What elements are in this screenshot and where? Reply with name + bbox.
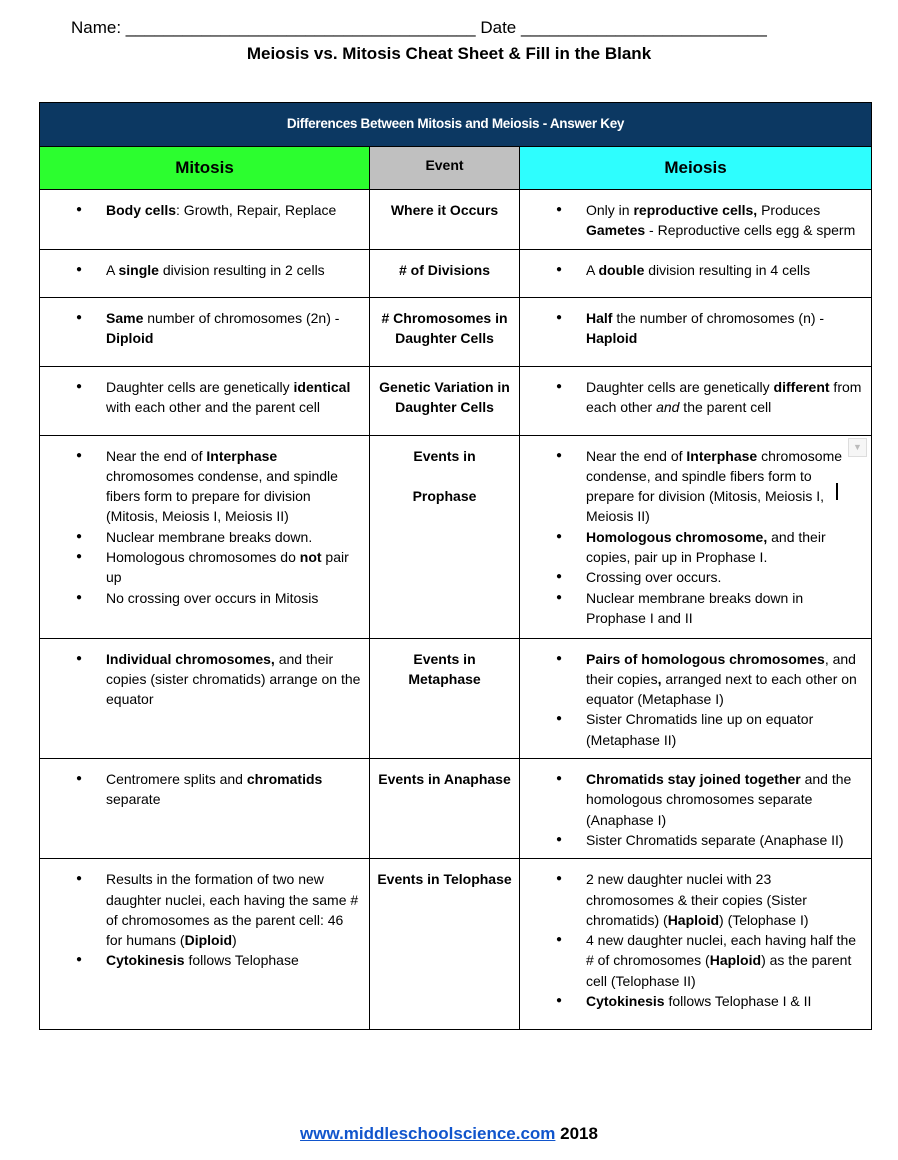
dropdown-arrow-icon[interactable]: ▼ <box>848 438 867 457</box>
text-segment: Near the end of <box>586 447 687 464</box>
text-segment: different <box>773 378 830 395</box>
text-segment: ) as the parent cell (Telophase II) <box>586 952 852 989</box>
text-segment: ) <box>232 932 237 949</box>
text-segment: number of chromosomes (2n) - <box>143 309 340 326</box>
meiosis-cell <box>520 190 872 250</box>
website-link[interactable]: www.middleschoolscience.com <box>300 1124 556 1143</box>
page-title: Meiosis vs. Mitosis Cheat Sheet & Fill in the Blank <box>246 44 652 63</box>
bullet-item <box>40 527 361 547</box>
text-segment: Chromatids stay joined together <box>586 771 801 788</box>
event-cell: Where it Occurs <box>370 190 520 250</box>
text-segment: Results in the formation of two new daughter nuclei, each having the same # of chromosomes as the parent cell: 46 for humans ( <box>106 871 359 949</box>
bullet-item <box>520 769 863 830</box>
text-segment: Daughter cells are genetically <box>586 378 774 395</box>
text-segment: with each other and the parent cell <box>106 398 321 415</box>
text-segment: 2 new daughter nuclei with 23 chromosomes & their copies (Sister chromatids) ( <box>586 871 807 928</box>
text-segment: reproductive cells, <box>633 202 758 218</box>
bullet-item <box>520 260 863 280</box>
text-segment: Homologous chromosomes do <box>106 549 300 566</box>
meiosis-cell <box>520 759 872 859</box>
text-segment: Cytokinesis <box>106 952 185 969</box>
text-segment: A <box>586 261 599 278</box>
mitosis-cell <box>40 759 370 859</box>
text-segment: not <box>299 549 322 566</box>
bullet-item <box>520 527 863 568</box>
table-row <box>40 366 872 435</box>
text-segment: and their copies (sister chromatids) arrange on the equator <box>106 650 361 708</box>
bullet-item <box>40 869 361 950</box>
text-segment: Homologous chromosome, <box>586 528 768 545</box>
text-segment: Same <box>106 309 144 326</box>
text-segment: Body cells <box>106 202 177 218</box>
bullet-item <box>520 446 863 527</box>
text-segment: , <box>657 670 662 687</box>
column-header-mitosis: Mitosis <box>40 147 370 190</box>
text-segment: chromatids <box>246 771 323 788</box>
text-segment: Pairs of homologous chromosomes <box>586 650 825 667</box>
event-cell: Events in Prophase <box>370 435 520 638</box>
bullet-item <box>520 991 863 1011</box>
text-segment: single <box>118 261 159 278</box>
event-cell: # Chromosomes in Daughter Cells <box>370 297 520 366</box>
footer-year: 2018 <box>555 1124 598 1143</box>
footer <box>0 1124 898 1144</box>
bullet-item <box>40 769 361 810</box>
text-segment: pair up <box>106 549 349 586</box>
text-segment: A <box>106 261 119 278</box>
bullet-item <box>40 950 361 970</box>
text-segment: chromosomes condense, and spindle fibers form to prepare for division (Mitosis, Meiosis I, Meiosis II) <box>106 467 338 525</box>
bullet-item <box>40 588 361 608</box>
text-segment: and <box>656 398 680 415</box>
bullet-item <box>40 200 361 220</box>
text-segment: Haploid <box>709 952 762 969</box>
meiosis-cell <box>520 366 872 435</box>
text-segment: and the homologous chromosomes separate (Anaphase I) <box>586 771 852 828</box>
bullet-item <box>520 200 863 241</box>
text-segment: Interphase <box>206 447 278 464</box>
text-segment: follows Telophase I & II <box>664 993 812 1010</box>
table-row <box>40 297 872 366</box>
event-cell: Events in Anaphase <box>370 759 520 859</box>
bullet-item <box>40 308 361 349</box>
text-segment: , and their copies <box>586 650 856 687</box>
bullet-item <box>520 588 863 629</box>
bullet-item <box>520 709 863 750</box>
bullet-item <box>520 830 863 850</box>
text-segment: Nuclear membrane breaks down. <box>106 528 313 545</box>
table-row <box>40 249 872 297</box>
bullet-item <box>40 446 361 527</box>
mitosis-cell <box>40 297 370 366</box>
text-segment: ) (Telophase I) <box>719 911 809 928</box>
mitosis-cell <box>40 859 370 1030</box>
text-segment: Centromere splits and <box>106 771 247 788</box>
text-segment: Haploid <box>586 329 638 346</box>
text-segment: division resulting in 2 cells <box>158 261 325 278</box>
column-header-event: Event <box>370 147 520 190</box>
bullet-item <box>520 567 863 587</box>
bullet-item <box>520 930 863 991</box>
bullet-item <box>40 260 361 280</box>
date-label: Date <box>475 18 521 37</box>
bullet-item <box>520 308 863 349</box>
bullet-item <box>40 377 361 418</box>
name-date-line <box>71 18 767 38</box>
table-title: Differences Between Mitosis and Meiosis - Answer Key <box>40 103 872 147</box>
event-cell: Events in Metaphase <box>370 638 520 758</box>
comparison-table <box>39 102 872 1030</box>
text-segment: separate <box>106 791 161 808</box>
mitosis-cell <box>40 638 370 758</box>
text-segment: Sister Chromatids separate (Anaphase II) <box>586 831 844 848</box>
text-segment: Interphase <box>686 447 758 464</box>
meiosis-cell <box>520 435 872 638</box>
event-cell: Events in Telophase <box>370 859 520 1030</box>
text-segment: the parent cell <box>679 398 772 415</box>
table-row <box>40 638 872 758</box>
text-segment: follows Telophase <box>184 952 299 969</box>
text-segment: and their copies, pair up in Prophase I. <box>586 528 826 566</box>
date-blank[interactable]: __________________________ <box>520 18 767 37</box>
text-segment: from each other <box>586 378 862 415</box>
table-row <box>40 859 872 1030</box>
mitosis-cell <box>40 435 370 638</box>
event-cell: Genetic Variation in Daughter Cells <box>370 366 520 435</box>
mitosis-cell <box>40 249 370 297</box>
bullet-item <box>520 869 863 930</box>
text-segment: Nuclear membrane breaks down in Prophase I and II <box>586 589 804 626</box>
meiosis-cell <box>520 859 872 1030</box>
meiosis-cell <box>520 297 872 366</box>
bullet-item <box>40 649 361 710</box>
text-cursor <box>836 483 838 500</box>
text-segment: Half <box>586 309 613 326</box>
table-row <box>40 435 872 638</box>
name-label: Name: <box>71 18 126 37</box>
text-segment: double <box>598 261 645 278</box>
text-segment: - Reproductive cells egg & sperm <box>645 222 856 239</box>
column-header-meiosis: Meiosis <box>520 147 872 190</box>
text-segment: Near the end of <box>106 447 207 464</box>
text-segment: : Growth, Repair, Replace <box>176 202 337 218</box>
text-segment: arranged next to each other on equator (Metaphase I) <box>586 670 857 708</box>
text-segment: 4 new daughter nuclei, each having half the # of chromosomes ( <box>586 932 857 969</box>
text-segment: Diploid <box>184 932 233 949</box>
bullet-item <box>520 649 863 710</box>
text-segment: chromosome condense, and spindle fibers form to prepare for division (Mitosis, Meiosis I, Meiosis II) <box>586 447 843 525</box>
text-segment: Gametes <box>586 222 646 239</box>
text-segment: Only in <box>586 202 634 218</box>
text-segment: Daughter cells are genetically <box>106 378 294 395</box>
text-segment: Sister Chromatids line up on equator (Metaphase II) <box>586 711 814 748</box>
bullet-item <box>520 377 863 418</box>
meiosis-cell <box>520 249 872 297</box>
table-row <box>40 759 872 859</box>
text-segment: No crossing over occurs in Mitosis <box>106 589 319 606</box>
text-segment: Produces <box>757 202 821 218</box>
bullet-item <box>40 547 361 588</box>
text-segment: Haploid <box>667 911 720 928</box>
name-blank[interactable]: _____________________________________ <box>125 18 476 37</box>
text-segment: Diploid <box>106 329 154 346</box>
text-segment: Crossing over occurs. <box>586 569 722 586</box>
text-segment: Individual chromosomes, <box>106 650 275 667</box>
meiosis-cell <box>520 638 872 758</box>
text-segment: Cytokinesis <box>586 993 665 1010</box>
text-segment: identical <box>293 378 351 395</box>
table-row <box>40 190 872 250</box>
event-cell: # of Divisions <box>370 249 520 297</box>
mitosis-cell <box>40 190 370 250</box>
text-segment: division resulting in 4 cells <box>644 261 811 278</box>
mitosis-cell <box>40 366 370 435</box>
text-segment: the number of chromosomes (n) - <box>612 309 825 326</box>
